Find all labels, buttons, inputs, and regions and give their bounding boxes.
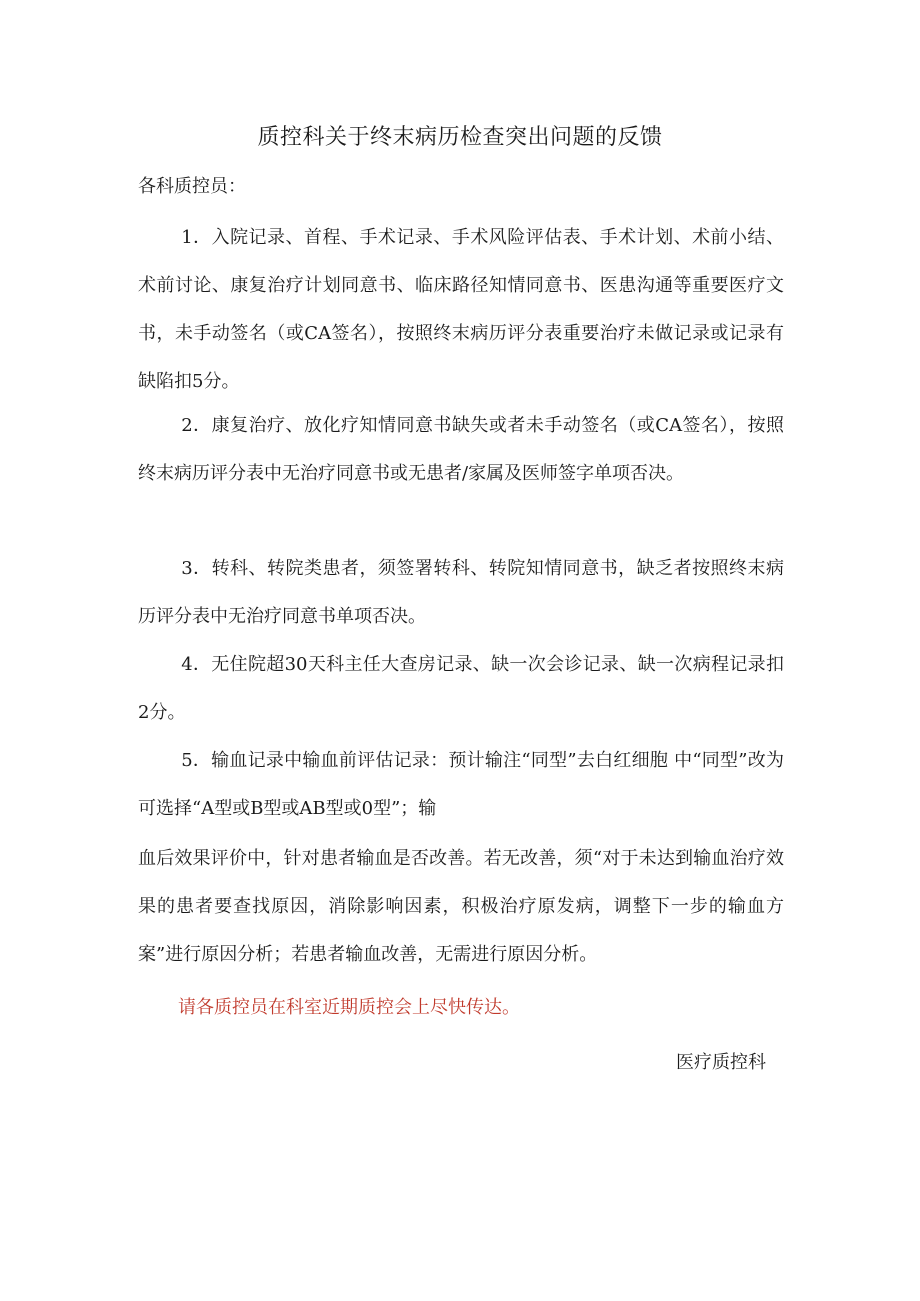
item-1-paragraph: 1．入院记录、首程、手术记录、手术风险评估表、手术计划、术前小结、术前讨论、康复治疗计划同意书、临床路径知情同意书、医患沟通等重要医疗文书，未手动签名（或CA签名），按照终末病历评分表重要治疗未做记录或记录有缺陷扣5分。 xyxy=(138,227,784,392)
item-3-paragraph: 3．转科、转院类患者，须签署转科、转院知情同意书，缺乏者按照终末病历评分表中无治疗同意书单项否决。 xyxy=(138,558,784,627)
notice-text: 请各质控员在科室近期质控会上尽快传达。 xyxy=(178,997,520,1018)
document-title: 质控科关于终末病历检查突出问题的反馈 xyxy=(257,125,663,150)
salutation: 各科质控员： xyxy=(138,176,246,197)
item-5-continuation-paragraph: 血后效果评价中，针对患者输血是否改善。若无改善，须“对于未达到输血治疗效果的患者要查找原因，消除影响因素，积极治疗原发病，调整下一步的输血方案”进行原因分析；若患者输血改善，无需进行原因分析。 xyxy=(138,848,784,965)
signature: 医疗质控科 xyxy=(676,1052,766,1073)
item-5-paragraph: 5．输血记录中输血前评估记录：预计输注“同型”去白红细胞 中“同型”改为可选择“A型或B型或AB型或0型”；输 xyxy=(138,750,784,819)
item-2-paragraph: 2．康复治疗、放化疗知情同意书缺失或者未手动签名（或CA签名），按照终末病历评分表中无治疗同意书或无患者/家属及医师签字单项否决。 xyxy=(138,415,784,484)
item-4-paragraph: 4．无住院超30天科主任大查房记录、缺一次会诊记录、缺一次病程记录扣2分。 xyxy=(138,654,784,723)
